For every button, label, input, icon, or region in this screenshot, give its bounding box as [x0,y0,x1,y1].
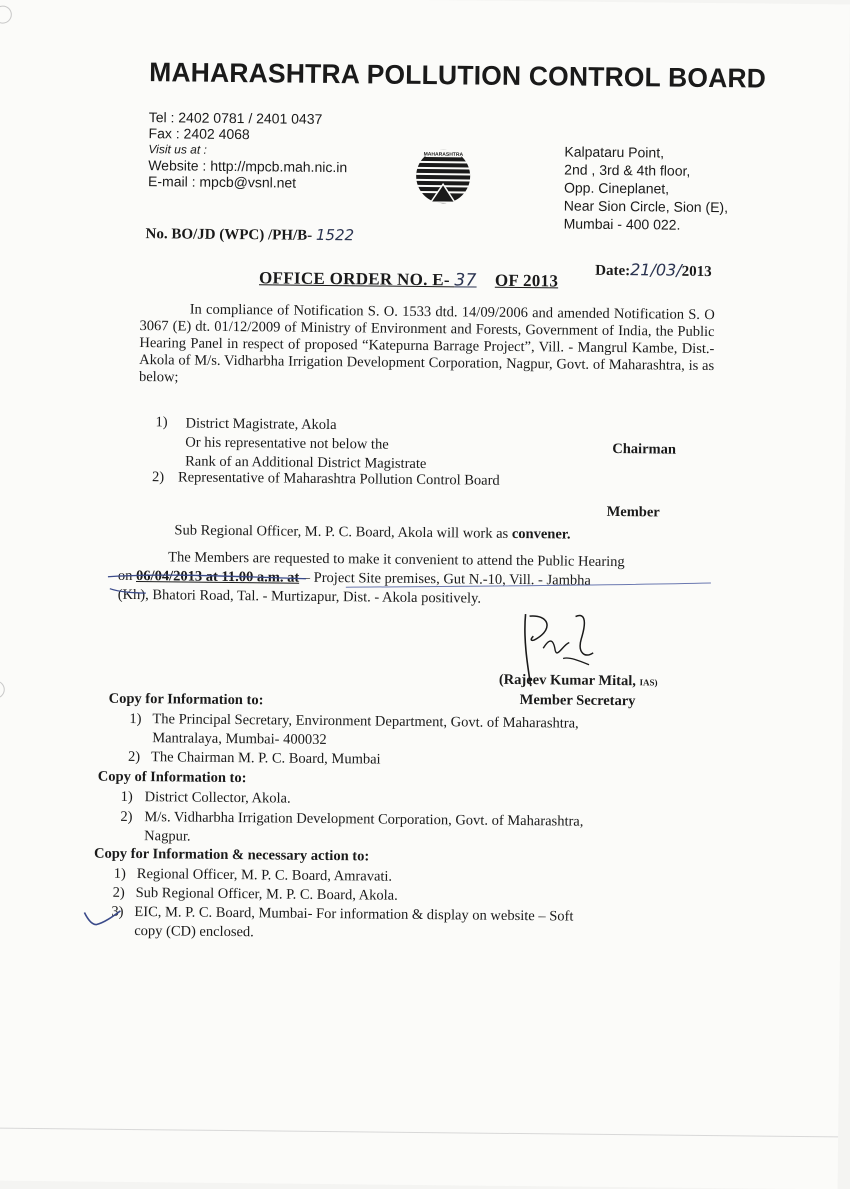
copy-3-item-2-number: 2) [113,885,125,902]
address-block [564,142,729,234]
reference-handwritten-number: 1522 [316,226,354,244]
scan-edge [0,1127,838,1137]
reference-prefix: No. BO/JD (WPC) /PH/B- [145,226,316,244]
date-year: 2013 [682,264,712,280]
contact-block [148,109,348,191]
copy-1-item-1-number: 1) [129,711,141,728]
copy-3-item-3-number: 3) [111,904,123,921]
member-1-number: 1) [155,414,167,431]
website-line: Website : http://mpcb.mah.nic.in [148,157,347,175]
address-line: Mumbai - 400 022. [564,214,728,234]
copy-1-item-1: The Principal Secretary, Environment Department, Govt. of Maharashtra, [152,711,578,732]
title-prefix: OFFICE ORDER NO. E- [259,268,455,289]
copy-heading-2: Copy of Information to: [98,769,247,788]
member-2-role: Member [607,504,660,522]
address-line: Opp. Cineplanet, [564,178,728,198]
punch-hole [0,5,12,23]
address-line: 2nd , 3rd & 4th floor, [564,160,728,180]
order-date [595,260,712,281]
mpcb-logo-icon [413,140,474,209]
pen-underline-icon [106,563,716,609]
copy-2-item-2-number: 2) [120,809,132,826]
copy-2-item-2: M/s. Vidharbha Irrigation Development Corporation, Govt. of Maharashtra, [144,809,583,831]
title-suffix: OF 2013 [495,271,559,291]
copy-1-item-1-cont: Mantralaya, Mumbai- 400032 [152,730,327,749]
signatory-name [499,672,658,691]
signatory-name-text: (Rajeev Kumar Mital, [499,672,636,689]
convener-line [174,522,570,543]
date-label: Date: [595,263,630,279]
visit-label: Visit us at : [148,141,347,159]
org-title: MAHARASHTRA POLLUTION CONTROL BOARD [149,57,766,94]
member-1-description [185,415,427,475]
copy-2-item-2-cont: Nagpur. [144,828,190,845]
member-2-number: 2) [152,469,164,486]
date-handwritten: 21/03/ [630,260,682,280]
copy-2-item-1-number: 1) [121,789,133,806]
hearing-datetime: 06/04/2013 at 11.00 a.m. at [136,568,299,586]
copy-heading-1: Copy for Information to: [109,691,264,710]
copy-3-item-3: EIC, M. P. C. Board, Mumbai- For information & display on website – Soft [134,904,573,926]
address-line: Near Sion Circle, Sion (E), [564,196,728,216]
member-1-line: Rank of an Additional District Magistrate [185,453,426,475]
copy-3-item-2: Sub Regional Officer, M. P. C. Board, Akola. [136,885,398,905]
convener-text: Sub Regional Officer, M. P. C. Board, Akola will work as [174,522,512,542]
copy-1-item-2: The Chairman M. P. C. Board, Mumbai [151,749,381,768]
signatory-designation: Member Secretary [520,692,636,710]
address-line: Kalpataru Point, [564,142,728,162]
tel-line: Tel : 2402 0781 / 2401 0437 [149,109,348,127]
intro-text: In compliance of Notification S. O. 1533 dtd. 14/09/2006 and amended Notification S. O 3067 (E) dt. 01/12/2009 of Ministry of Environment and Forests, Government of India, the Public Hearing Panel in respect of proposed “Katepurna Barrage Project”, Vill. - Mangrul Kambe, Dist.- Akola of M/s. Vidharbha Irrigation Development Corporation, Nagpur, Govt. of Maharashtra, is as below; [139,302,715,386]
member-2-description: Representative of Maharashtra Pollution Control Board [178,469,500,489]
member-1-line: Or his representative not below the [185,434,426,456]
hearing-on: on [118,568,136,584]
copy-heading-3: Copy for Information & necessary action to: [94,846,369,866]
logo-caption: MAHARASHTRA [424,151,464,157]
pen-checkmark-icon [82,906,122,928]
fax-line: Fax : 2402 4068 [149,125,348,143]
email-line: E-mail : mpcb@vsnl.net [148,173,347,191]
reference-number [145,224,354,245]
copy-3-item-3-cont: copy (CD) enclosed. [134,923,254,941]
copy-2-item-1: District Collector, Akola. [145,789,291,808]
copy-3-item-1: Regional Officer, M. P. C. Board, Amravati. [137,866,392,886]
office-order-title [259,268,558,291]
member-1-role: Chairman [612,441,676,459]
hearing-line-1: The Members are requested to make it convenient to attend the Public Hearing [168,549,625,571]
title-handwritten-number: 37 [454,270,476,290]
intro-paragraph [139,301,715,392]
hearing-line-3: (Kh), Bhatori Road, Tal. - Murtizapur, Dist. - Akola positively. [118,587,481,608]
copy-1-item-2-number: 2) [128,749,140,766]
signatory-suffix: IAS) [639,677,657,687]
copy-3-item-1-number: 1) [114,866,126,883]
punch-hole [0,680,5,698]
convener-bold: convener. [512,526,571,543]
hearing-venue: – Project Site premises, Gut N.-10, Vill. - Jambha [299,570,591,589]
member-1-line: District Magistrate, Akola [185,415,426,437]
